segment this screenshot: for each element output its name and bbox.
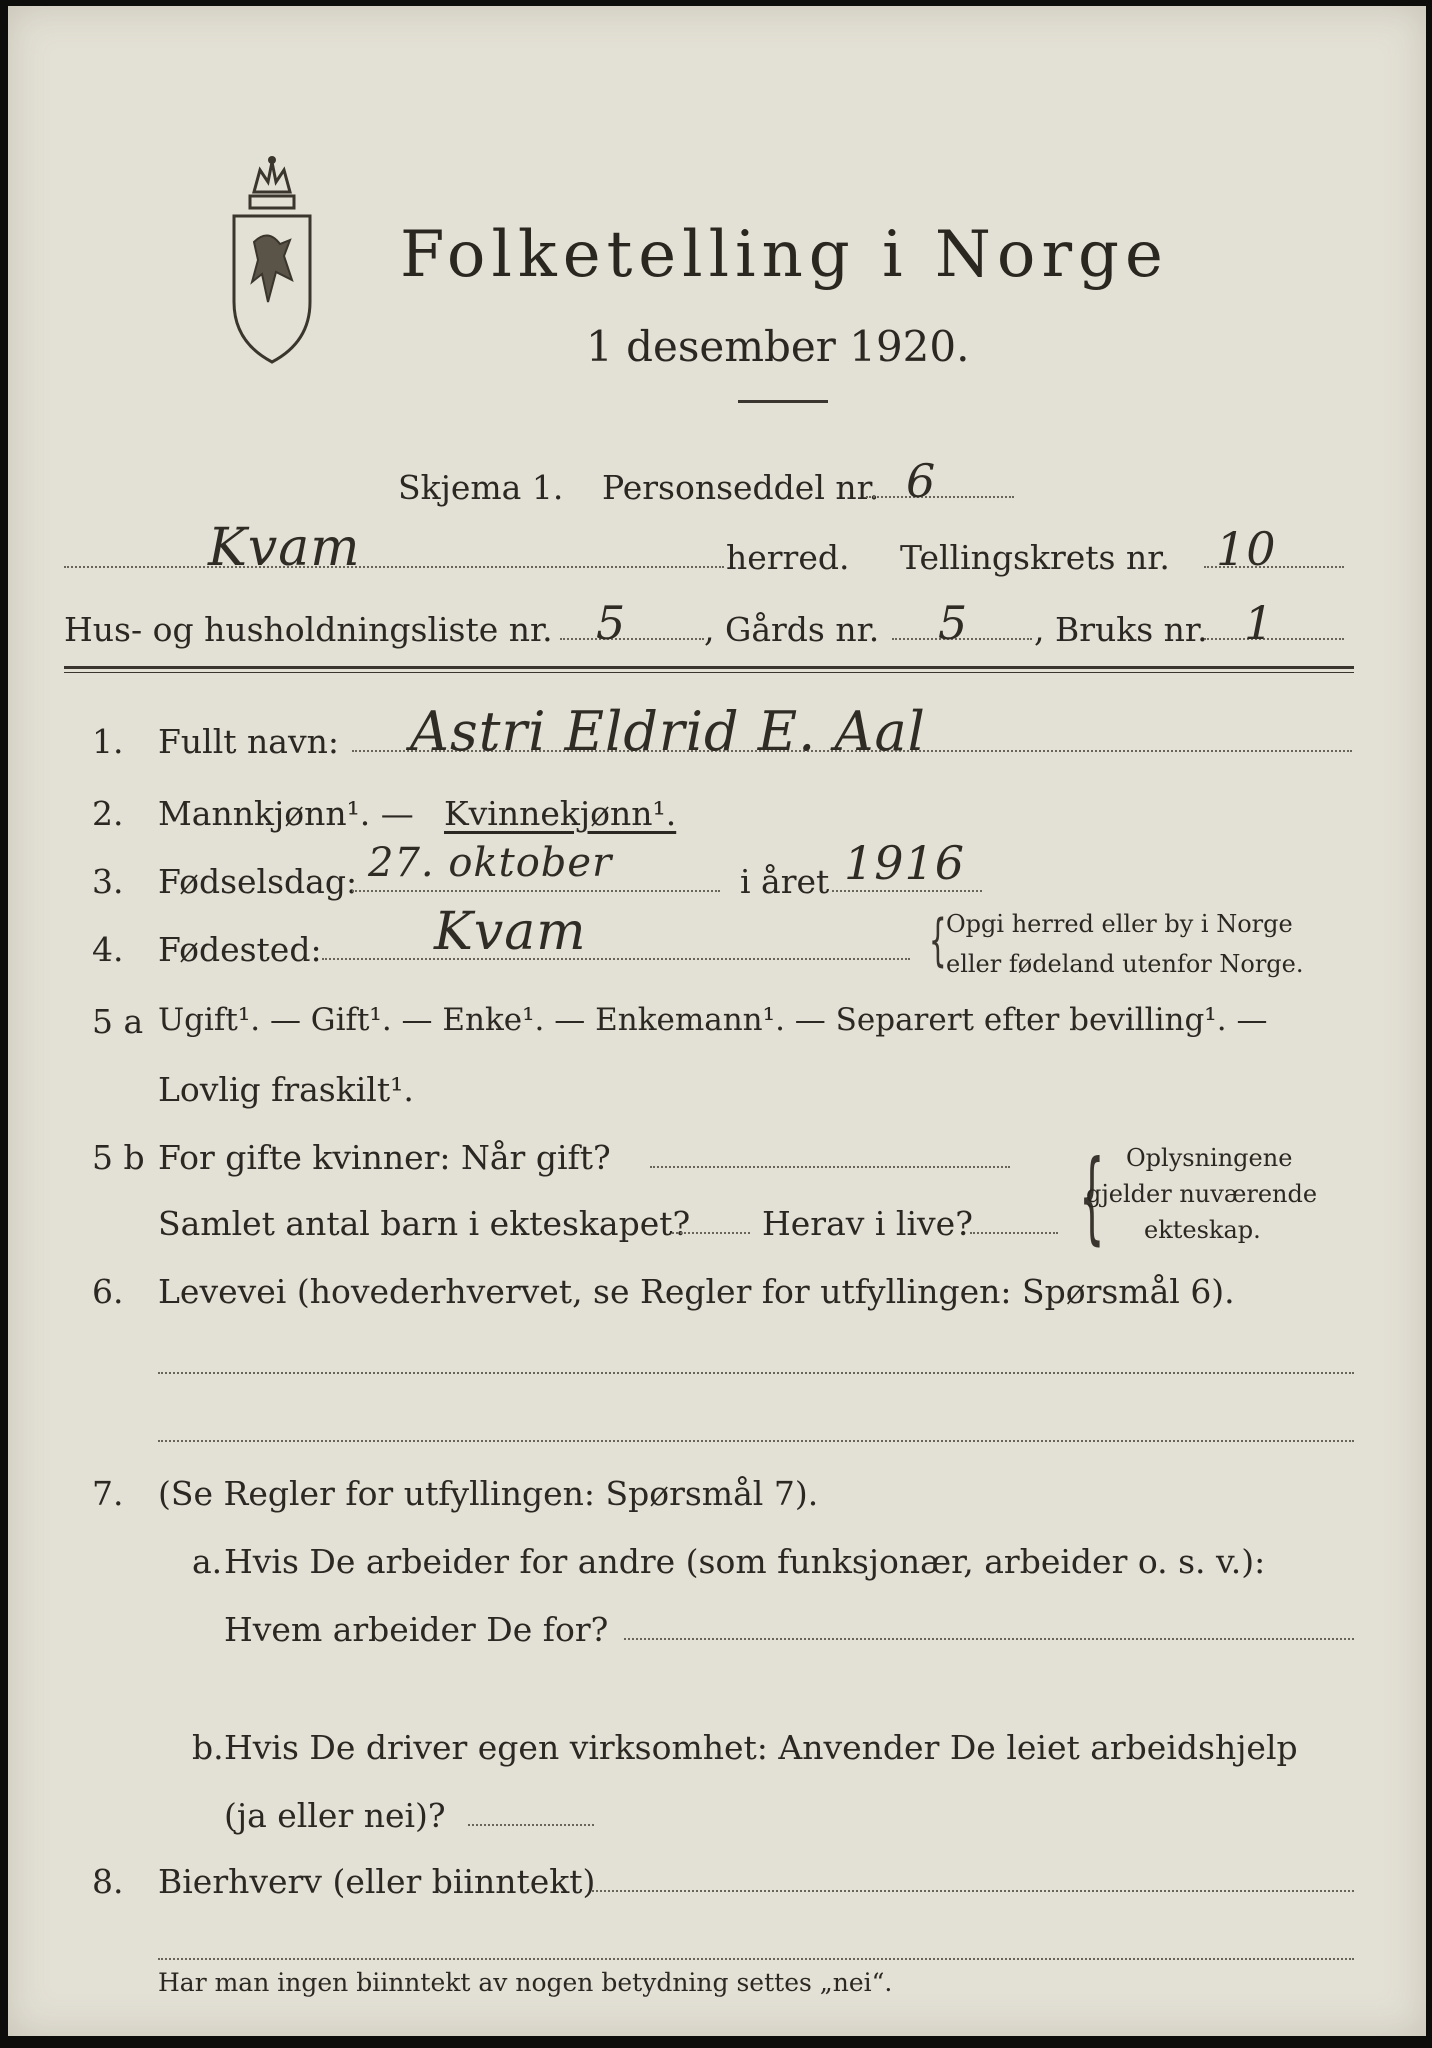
herred-label: herred. bbox=[726, 538, 850, 577]
q5b-alive-label: Herav i live? bbox=[762, 1204, 973, 1243]
q5b-when-married-label: For gifte kvinner: Når gift? bbox=[158, 1138, 611, 1177]
form-title: Folketelling i Norge bbox=[400, 218, 1169, 292]
census-form-sheet: Folketelling i Norge 1 desember 1920. Skjema 1. Personseddel nr. 6 Kvam herred. Tellingskrets nr. 10 Hus- og husholdningsliste nr. 5 , Gårds nr. 5 , Bruks nr. 1 1. Fullt navn: Astri Eldrid E. Aal 2. Mannkjønn¹. — Kvinnekjønn¹. 3. Fødselsdag: 27. oktober i året 1916 4. Fødested: Kvam { Opgi herred eller by i Norge eller fødeland utenfor Norge. 5 a Ugift¹. — Gift¹. — Enke¹. — Enkemann¹. — Separert efter bevilling¹. — Lovlig fraskilt¹. 5 b For gifte kvinner: Når gift? Samlet antal barn i ekteskapet? Herav i live? { Oplysningene gjelder nuværende ekteskap. 6. Levevei (hovederhvervet, se Regler for utfyllingen: Spørsmål 6). 7. (Se Regler for utfyllingen: Spørsmål 7). a. Hvis De arbeider for andre (som funksjonær, arbeider o. s. v.): Hvem arbeider De for? b. Hvis De driver egen virksomhet: Anvender De leiet arbeidshjelp (ja eller nei)? 8. Bierhverv (eller biinntekt) Har man ingen biinntekt av nogen betydning settes „nei“. bbox=[8, 6, 1426, 2036]
q3-number: 3. bbox=[92, 862, 124, 901]
marital-status-divorced: Lovlig fraskilt¹. bbox=[158, 1070, 414, 1109]
birthplace-value: Kvam bbox=[434, 902, 587, 962]
q1-number: 1. bbox=[92, 722, 124, 761]
gender-male-option: Mannkjønn¹. — bbox=[158, 794, 414, 833]
husholdningsliste-label: Hus- og husholdningsliste nr. bbox=[64, 610, 553, 649]
census-date: 1 desember 1920. bbox=[586, 322, 970, 371]
q4-note-line2: eller fødeland utenfor Norge. bbox=[946, 950, 1304, 978]
q5b-note-line1: Oplysningene bbox=[1126, 1144, 1293, 1172]
tellingskrets-value: 10 bbox=[1216, 522, 1277, 576]
q2-number: 2. bbox=[92, 794, 124, 833]
q5b-children-label: Samlet antal barn i ekteskapet? bbox=[158, 1204, 691, 1243]
title-divider bbox=[738, 400, 828, 403]
q7a-line2: Hvem arbeider De for? bbox=[224, 1610, 609, 1649]
q5b-number: 5 b bbox=[92, 1138, 145, 1177]
q7-number: 7. bbox=[92, 1474, 124, 1513]
herred-value: Kvam bbox=[208, 518, 361, 578]
coat-of-arms-icon bbox=[224, 152, 320, 368]
q7b-line1: Hvis De driver egen virksomhet: Anvender De leiet arbeidshjelp bbox=[224, 1728, 1298, 1767]
q4-number: 4. bbox=[92, 930, 124, 969]
q1-label: Fullt navn: bbox=[158, 722, 339, 761]
q5b-note-line3: ekteskap. bbox=[1144, 1216, 1261, 1244]
gards-label: , Gårds nr. bbox=[704, 610, 880, 649]
bruks-value: 1 bbox=[1244, 596, 1275, 650]
q7-label: (Se Regler for utfyllingen: Spørsmål 7). bbox=[158, 1474, 819, 1513]
personseddel-label: Personseddel nr. bbox=[602, 468, 880, 507]
q4-label: Fødested: bbox=[158, 930, 322, 969]
q3-label: Fødselsdag: bbox=[158, 862, 358, 901]
skjema-label: Skjema 1. bbox=[398, 468, 564, 507]
birth-year-value: 1916 bbox=[844, 836, 966, 890]
q7a-line1: Hvis De arbeider for andre (som funksjonær, arbeider o. s. v.): bbox=[224, 1542, 1266, 1581]
marital-status-options: Ugift¹. — Gift¹. — Enke¹. — Enkemann¹. — Separert efter bevilling¹. — bbox=[158, 1002, 1268, 1038]
q7a-letter: a. bbox=[192, 1542, 223, 1581]
q4-note-line1: Opgi herred eller by i Norge bbox=[946, 910, 1293, 938]
footer-note: Har man ingen biinntekt av nogen betydning settes „nei“. bbox=[158, 1968, 893, 1997]
husholdningsliste-value: 5 bbox=[596, 596, 627, 650]
q6-number: 6. bbox=[92, 1272, 124, 1311]
bruks-label: , Bruks nr. bbox=[1034, 610, 1208, 649]
gender-female-option: Kvinnekjønn¹. bbox=[444, 794, 677, 833]
q7b-letter: b. bbox=[192, 1728, 224, 1767]
tellingskrets-label: Tellingskrets nr. bbox=[900, 538, 1170, 577]
q8-number: 8. bbox=[92, 1862, 124, 1901]
q8-label: Bierhverv (eller biinntekt) bbox=[158, 1862, 596, 1901]
full-name-value: Astri Eldrid E. Aal bbox=[410, 700, 926, 763]
q3-year-label: i året bbox=[740, 862, 830, 901]
gards-value: 5 bbox=[938, 596, 969, 650]
birthday-value: 27. oktober bbox=[368, 840, 613, 886]
q5b-note-line2: gjelder nuværende bbox=[1086, 1180, 1318, 1208]
q5a-number: 5 a bbox=[92, 1002, 144, 1041]
q7b-line2: (ja eller nei)? bbox=[224, 1796, 446, 1835]
personseddel-value: 6 bbox=[906, 454, 937, 508]
q6-label: Levevei (hovederhvervet, se Regler for utfyllingen: Spørsmål 6). bbox=[158, 1272, 1235, 1311]
section-divider bbox=[64, 666, 1354, 669]
